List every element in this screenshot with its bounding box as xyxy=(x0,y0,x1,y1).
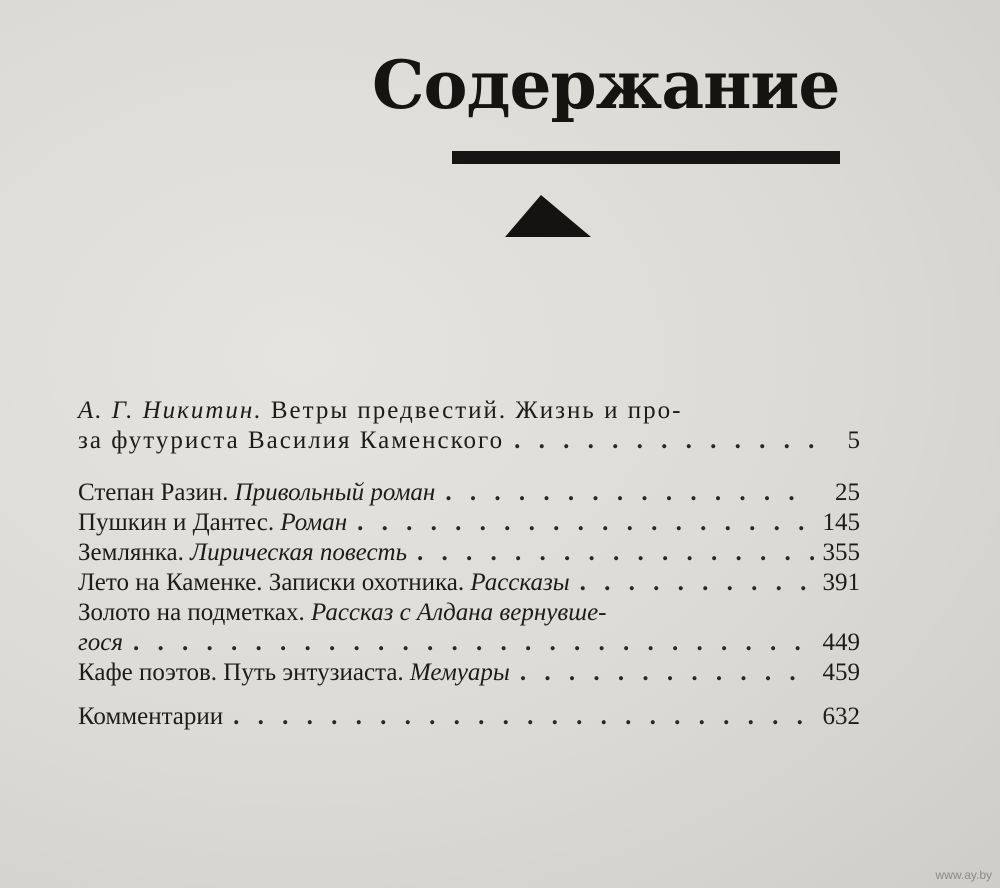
toc-title-line2: за футуриста Василия Каменского xyxy=(78,427,505,454)
triangle-ornament-icon xyxy=(505,193,593,239)
toc-entry xyxy=(78,538,860,568)
page-title: Содержание xyxy=(372,46,840,124)
toc-title: Землянка. xyxy=(78,539,184,566)
toc-entry xyxy=(78,598,860,658)
watermark: www.ay.by xyxy=(935,868,992,882)
page-number: 25 xyxy=(835,479,860,506)
page-number: 459 xyxy=(822,659,860,686)
toc-entry xyxy=(78,508,860,538)
toc-title: Золото на подметках. xyxy=(78,599,305,626)
leader-dots xyxy=(133,628,814,658)
toc-title: Степан Разин. xyxy=(78,479,229,506)
toc-title: Кафе поэтов. Путь энтузиаста. xyxy=(78,659,404,686)
leader-dots xyxy=(417,538,814,568)
toc-genre: Рассказ с Алдана вернувше- xyxy=(311,599,607,626)
table-of-contents xyxy=(78,396,860,732)
leader-dots xyxy=(514,426,814,456)
toc-title: Пушкин и Дантес. xyxy=(78,509,275,536)
leader-dots xyxy=(233,702,814,732)
toc-title: Лето на Каменке. Записки охотника. xyxy=(78,569,465,596)
page-number: 391 xyxy=(822,569,860,596)
toc-genre: Мемуары xyxy=(409,659,510,686)
leader-dots xyxy=(445,478,814,508)
page-number: 145 xyxy=(822,509,860,536)
toc-entry-comments xyxy=(78,702,860,732)
toc-entry xyxy=(78,568,860,598)
toc-genre: Лирическая повесть xyxy=(190,539,407,566)
leader-dots xyxy=(580,568,814,598)
toc-entry-intro xyxy=(78,396,860,456)
leader-dots xyxy=(520,658,814,688)
toc-entry xyxy=(78,478,860,508)
page-number: 355 xyxy=(822,539,860,566)
leader-dots xyxy=(357,508,814,538)
toc-author: А. Г. Никитин. xyxy=(78,397,263,424)
toc-genre: Роман xyxy=(280,509,348,536)
title-rule xyxy=(452,151,840,164)
page-number: 449 xyxy=(822,629,860,656)
toc-title-line1: Ветры предвестий. Жизнь и про- xyxy=(270,397,683,424)
toc-genre: Привольный роман xyxy=(234,479,436,506)
toc-entry xyxy=(78,658,860,688)
page-number: 632 xyxy=(822,703,860,730)
toc-title: Комментарии xyxy=(78,703,224,730)
page-number: 5 xyxy=(847,427,860,454)
toc-genre-cont: гося xyxy=(78,629,123,656)
toc-genre: Рассказы xyxy=(470,569,570,596)
